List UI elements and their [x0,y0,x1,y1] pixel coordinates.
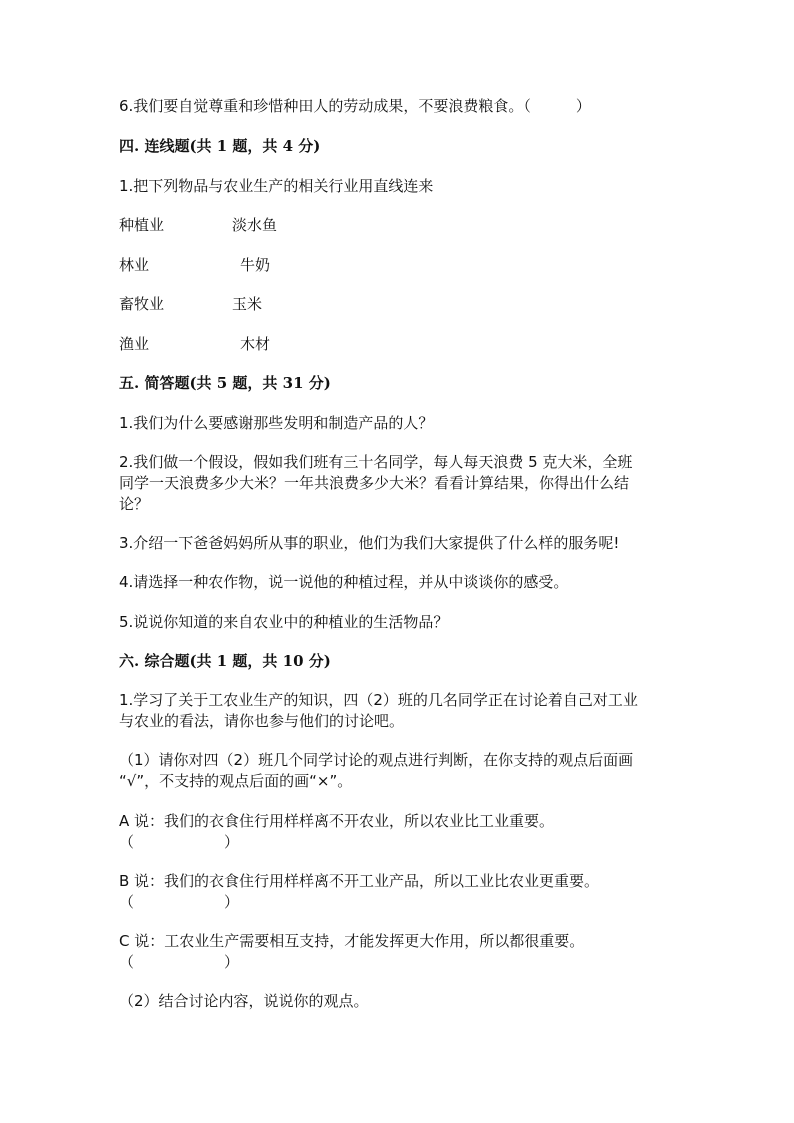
short-answer-question-3: 3.介绍一下爸爸妈妈所从事的职业，他们为我们大家提供了什么样的服务呢! [119,534,620,552]
section-4-heading: 四. 连线题(共 1 题，共 4 分) [119,137,321,155]
sub-question-2: （2）结合讨论内容，说说你的观点。 [119,992,369,1010]
match-left-item-4: 渔业 [119,335,150,353]
short-answer-question-2-line-2: 同学一天浪费多少大米？一年共浪费多少大米？看看计算结果，你得出什么结 [119,474,630,492]
match-left-item-3: 畜牧业 [119,295,165,313]
match-left-item-2: 林业 [119,256,150,274]
comprehensive-question-1-line-2: 与农业的看法，请你也参与他们的讨论吧。 [119,712,405,730]
sub-question-1-line-2: “√”，不支持的观点后面的画“×”。 [119,772,353,790]
match-left-item-1: 种植业 [119,216,165,234]
short-answer-question-5: 5.说说你知道的来自农业中的种植业的生活物品？ [119,613,449,631]
match-right-item-1: 淡水鱼 [232,216,278,234]
section-6-heading: 六. 综合题(共 1 题，共 10 分) [119,652,331,670]
short-answer-question-1: 1.我们为什么要感谢那些发明和制造产品的人？ [119,414,434,432]
option-a-answer-blank: （ ） [119,833,240,851]
sub-question-1-line-1: （1）请你对四（2）班几个同学讨论的观点进行判断，在你支持的观点后面画 [119,751,634,769]
question-6-true-false: 6.我们要自觉尊重和珍惜种田人的劳动成果，不要浪费粮食。（ ） [119,97,591,115]
option-a-statement: A 说：我们的衣食住行用样样离不开农业，所以农业比工业重要。 [119,812,555,830]
option-b-statement: B 说：我们的衣食住行用样样离不开工业产品，所以工业比农业更重要。 [119,872,600,890]
matching-question-1: 1.把下列物品与农业生产的相关行业用直线连来 [119,177,434,195]
short-answer-question-4: 4.请选择一种农作物，说一说他的种植过程，并从中谈谈你的感受。 [119,573,569,591]
short-answer-question-2-line-3: 论？ [119,495,150,513]
section-5-heading: 五. 简答题(共 5 题，共 31 分) [119,374,331,392]
option-c-statement: C 说：工农业生产需要相互支持，才能发挥更大作用，所以都很重要。 [119,932,585,950]
short-answer-question-2-line-1: 2.我们做一个假设，假如我们班有三十名同学，每人每天浪费 5 克大米，全班 [119,453,633,471]
match-right-item-2: 牛奶 [240,256,271,274]
option-b-answer-blank: （ ） [119,893,240,911]
option-c-answer-blank: （ ） [119,953,240,971]
match-right-item-4: 木材 [240,335,271,353]
match-right-item-3: 玉米 [232,295,263,313]
comprehensive-question-1-line-1: 1.学习了关于工农业生产的知识，四（2）班的几名同学正在讨论着自己对工业 [119,691,638,709]
